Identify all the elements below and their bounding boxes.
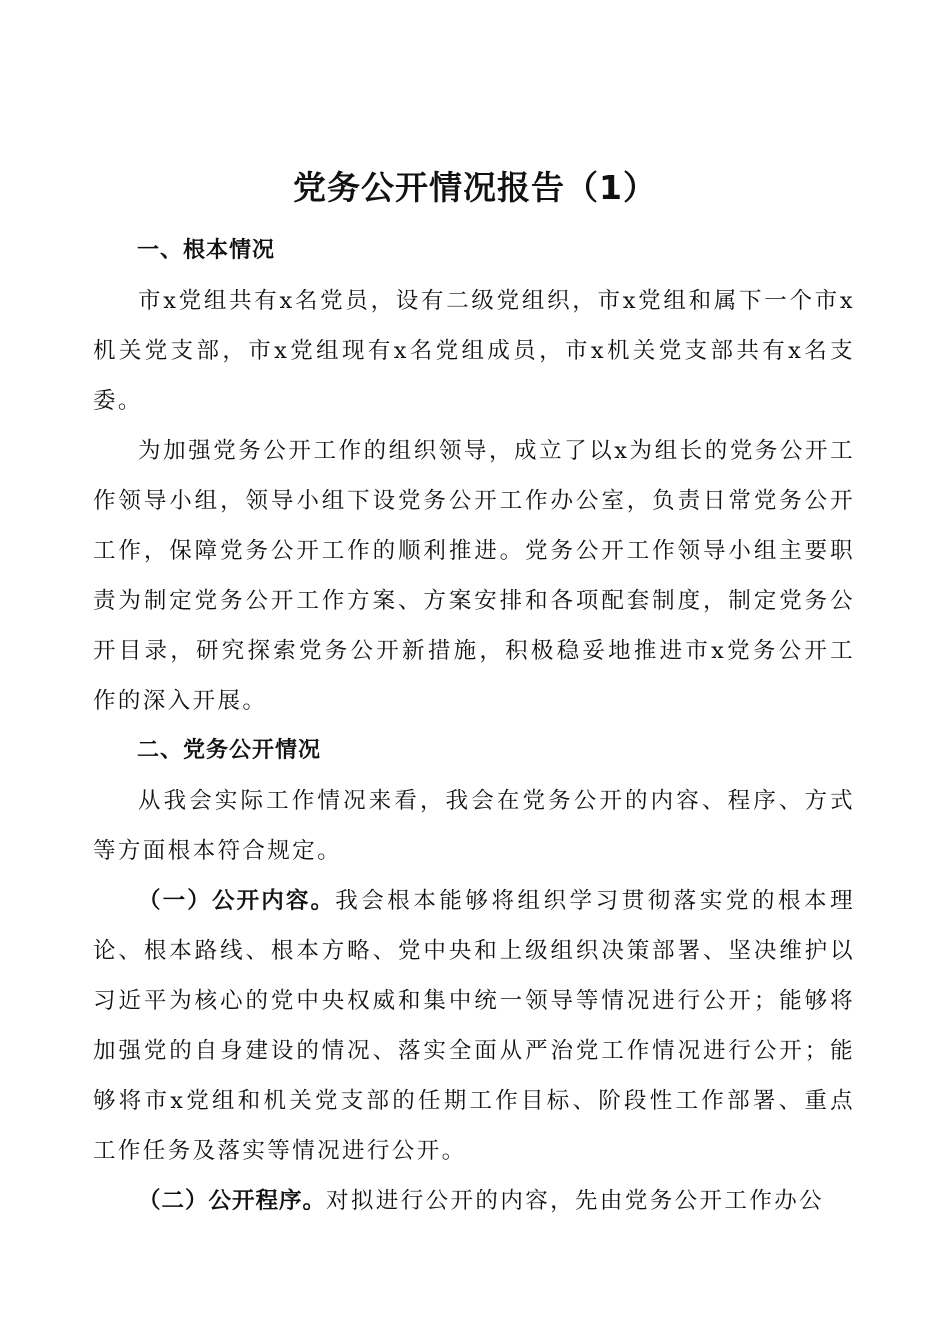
paragraph-disclosure-procedure — [93, 1176, 855, 1226]
paragraph-disclosure-content — [93, 876, 855, 1176]
document-body — [93, 226, 855, 1226]
subheading-disclosure-procedure: （二）公开程序。 — [138, 1188, 327, 1214]
paragraph-members: 市x党组共有x名党员，设有二级党组织，市x党组和属下一个市x机关党支部，市x党组现有x名党组成员，市x机关党支部共有x名支委。 — [93, 288, 855, 414]
paragraph-disclosure-procedure-body: 对拟进行公开的内容，先由党务公开工作办公 — [326, 1188, 825, 1214]
paragraph-leadership-group: 为加强党务公开工作的组织领导，成立了以x为组长的党务公开工作领导小组，领导小组下设党务公开工作办公室，负责日常党务公开工作，保障党务公开工作的顺利推进。党务公开工作领导小组主要职责为制定党务公开工作方案、方案安排和各项配套制度，制定党务公开目录，研究探索党务公开新措施，积极稳妥地推进市x党务公开工作的深入开展。 — [93, 438, 855, 714]
document-title: 党务公开情况报告（1） — [293, 168, 657, 207]
paragraph-overview: 从我会实际工作情况来看，我会在党务公开的内容、程序、方式等方面根本符合规定。 — [93, 788, 855, 864]
paragraph-disclosure-content-body: 我会根本能够将组织学习贯彻落实党的根本理论、根本路线、根本方略、党中央和上级组织决策部署、坚决维护以习近平为核心的党中央权威和集中统一领导等情况进行公开；能够将加强党的自身建设的情况、落实全面从严治党工作情况进行公开；能够将市x党组和机关党支部的任期工作目标、阶段性工作部署、重点工作任务及落实等情况进行公开。 — [93, 888, 855, 1164]
subheading-disclosure-content: （一）公开内容。 — [138, 888, 336, 914]
section-heading-basic-situation: 一、根本情况 — [137, 238, 276, 263]
section-heading-disclosure-situation: 二、党务公开情况 — [137, 738, 322, 763]
